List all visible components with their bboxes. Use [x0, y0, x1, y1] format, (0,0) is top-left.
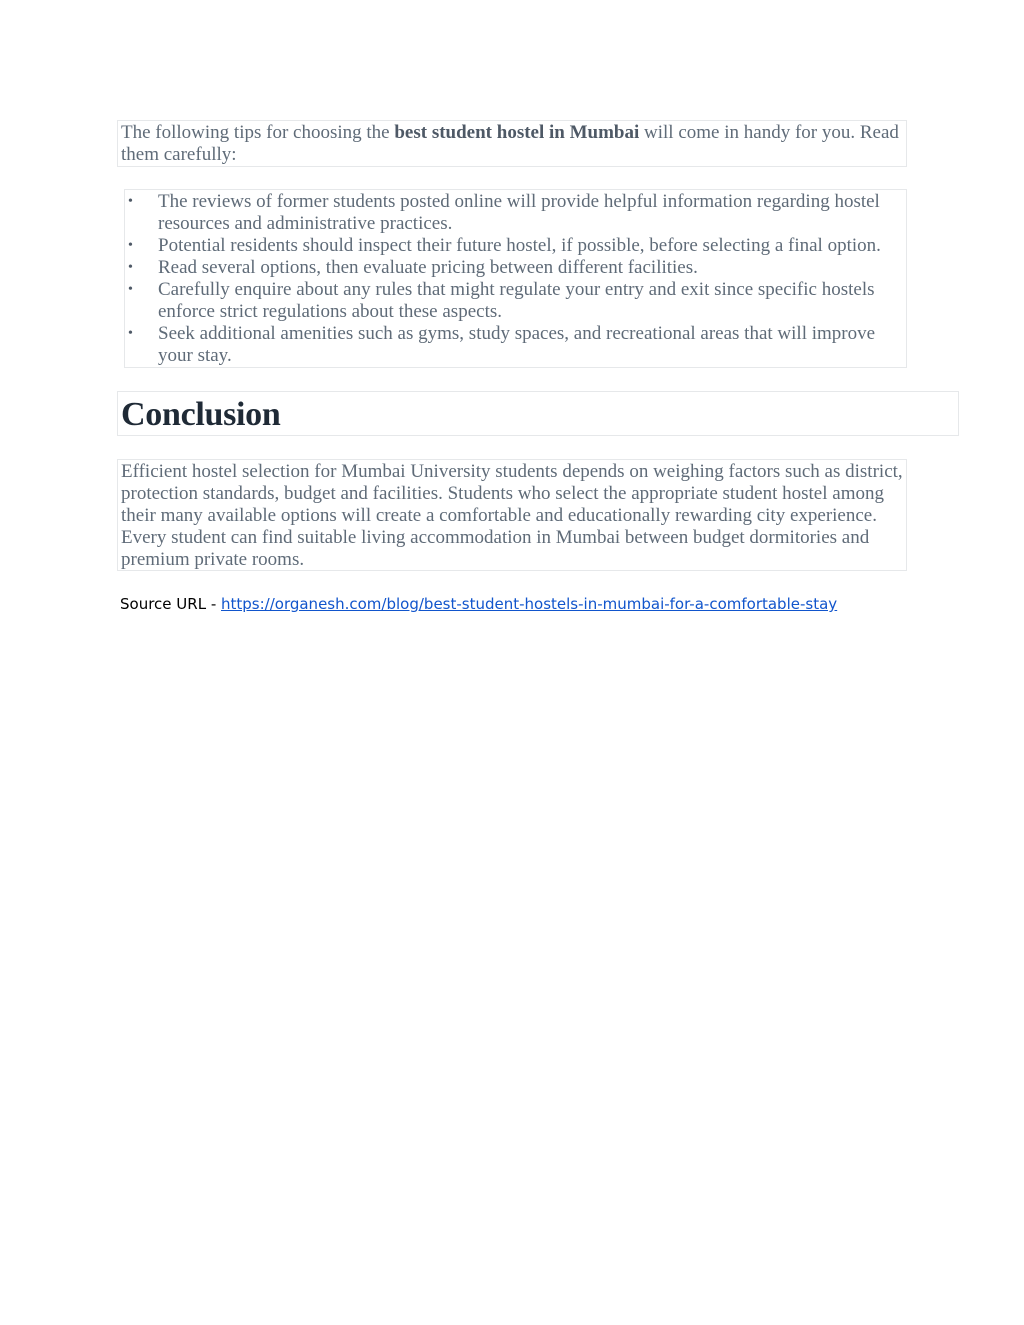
source-line [120, 593, 837, 615]
list-item-text: The reviews of former students posted online will provide helpful information regarding hostel resources and administrative practices. [158, 191, 880, 234]
list-item-text: Seek additional amenities such as gyms, study spaces, and recreational areas that will improve your stay. [158, 323, 876, 366]
list-item-text: Carefully enquire about any rules that might regulate your entry and exit since specific hostels enforce strict regulations about these aspects. [158, 279, 875, 322]
list-item [128, 235, 903, 257]
list-item-text: Potential residents should inspect their future hostel, if possible, before selecting a final option. [158, 235, 881, 256]
conclusion-paragraph: Efficient hostel selection for Mumbai University students depends on weighing factors such as district, protection standards, budget and facilities. Students who select the appropriate student hostel among their many available options will create a comfortable and educationally rewarding city experience. Every student can find suitable living accommodation in Mumbai between budget dormitories and premium private rooms. [117, 459, 907, 571]
bullet-icon: • [128, 194, 133, 209]
intro-paragraph [117, 120, 907, 167]
list-item [128, 191, 903, 235]
intro-prefix: The following tips for choosing the [121, 122, 395, 143]
list-item [128, 323, 903, 367]
source-link[interactable]: https://organesh.com/blog/best-student-hostels-in-mumbai-for-a-comfortable-stay [221, 595, 838, 613]
tips-list-box [124, 189, 907, 368]
bullet-icon: • [128, 282, 133, 297]
intro-suffix: will come in handy for you. Read them carefully: [121, 122, 899, 165]
conclusion-heading-box [117, 391, 959, 436]
list-item [128, 257, 903, 279]
list-item [128, 279, 903, 323]
tips-list [128, 191, 903, 367]
source-label: Source URL - [120, 595, 221, 613]
bullet-icon: • [128, 326, 133, 341]
bullet-icon: • [128, 238, 133, 253]
section-heading: Conclusion [121, 396, 281, 433]
intro-highlight: best student hostel in Mumbai [394, 122, 640, 143]
list-item-text: Read several options, then evaluate pricing between different facilities. [158, 257, 698, 278]
bullet-icon: • [128, 260, 133, 275]
